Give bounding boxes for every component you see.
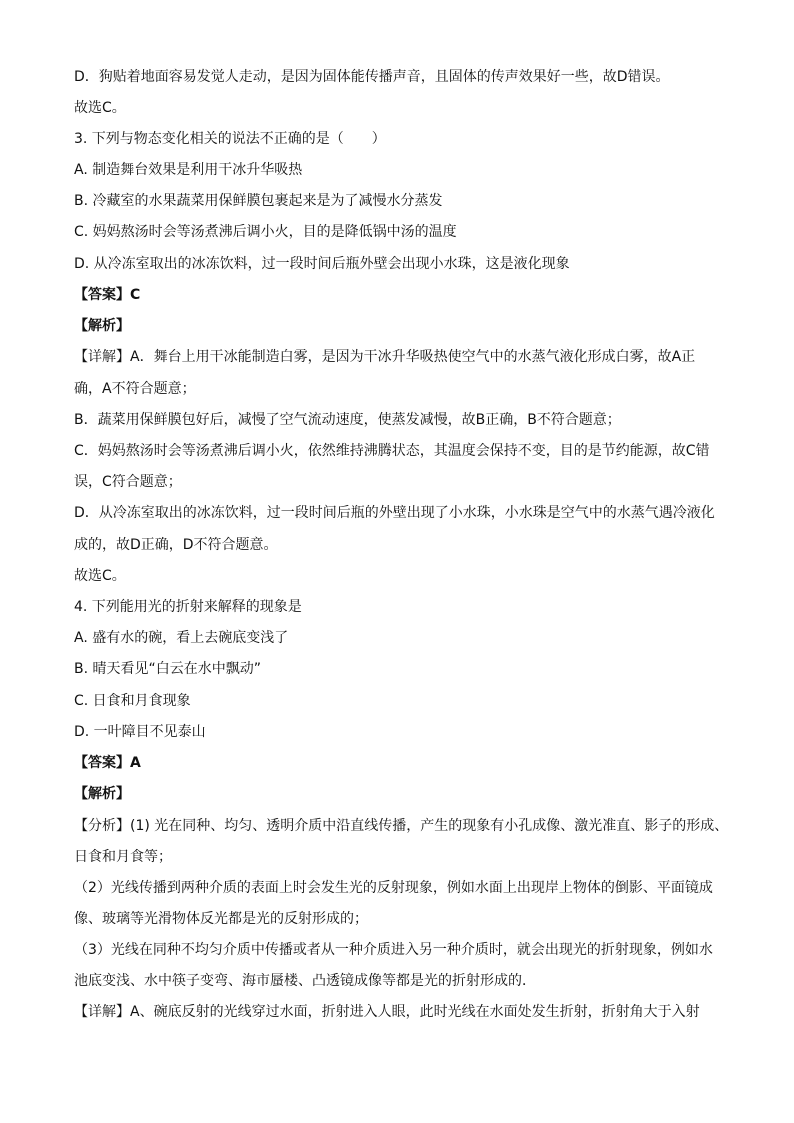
text-line: 池底变浅、水中筷子变弯、海市蜃楼、凸透镜成像等都是光的折射形成的． bbox=[74, 973, 536, 989]
text-line: 故选C。 bbox=[74, 568, 126, 584]
text-line: （3）光线在同种不均匀介质中传播或者从一种介质进入另一种介质时，就会出现光的折射现象，例如水 bbox=[74, 942, 713, 958]
text-line: 日食和月食等； bbox=[74, 849, 172, 865]
answer-label: 【答案】C bbox=[74, 287, 141, 303]
text-line: C．妈妈熬汤时会等汤煮沸后调小火，依然维持沸腾状态，其温度会保持不变，目的是节约能源，故C错 bbox=[74, 443, 710, 459]
question-3-stem: 3. 下列与物态变化相关的说法不正确的是（ ） bbox=[74, 131, 386, 147]
question-3-option-a: A. 制造舞台效果是利用干冰升华吸热 bbox=[74, 162, 303, 178]
analysis-label: 【解析】 bbox=[74, 786, 130, 802]
text-line: 确，A不符合题意； bbox=[74, 381, 196, 397]
question-3-option-c: C. 妈妈熬汤时会等汤煮沸后调小火，目的是降低锅中汤的温度 bbox=[74, 224, 457, 240]
text-line: 像、玻璃等光滑物体反光都是光的反射形成的； bbox=[74, 911, 368, 927]
text-line: D．从冷冻室取出的冰冻饮料，过一段时间后瓶的外壁出现了小水珠，小水珠是空气中的水蒸气遇冷液化 bbox=[74, 505, 715, 521]
question-4-option-d: D. 一叶障目不见泰山 bbox=[74, 724, 206, 740]
text-line: 成的，故D正确，D不符合题意。 bbox=[74, 537, 278, 553]
question-3-option-b: B. 冷藏室的水果蔬菜用保鲜膜包裹起来是为了减慢水分蒸发 bbox=[74, 193, 443, 209]
question-4-stem: 4. 下列能用光的折射来解释的现象是 bbox=[74, 599, 302, 615]
text-line: 【详解】A．舞台上用干冰能制造白雾，是因为干冰升华吸热使空气中的水蒸气液化形成白雾，故A正 bbox=[74, 349, 696, 365]
text-line: （2）光线传播到两种介质的表面上时会发生光的反射现象，例如水面上出现岸上物体的倒影、平面镜成 bbox=[74, 880, 713, 896]
text-line: 【分析】(1) 光在同种、均匀、透明介质中沿直线传播，产生的现象有小孔成像、激光准直、影子的形成、 bbox=[74, 818, 729, 834]
answer-label: 【答案】A bbox=[74, 755, 141, 771]
question-3-option-d: D. 从冷冻室取出的冰冻饮料，过一段时间后瓶外壁会出现小水珠，这是液化现象 bbox=[74, 256, 570, 272]
analysis-label: 【解析】 bbox=[74, 318, 130, 334]
question-4-option-a: A. 盛有水的碗，看上去碗底变浅了 bbox=[74, 630, 289, 646]
text-line: B．蔬菜用保鲜膜包好后，减慢了空气流动速度，使蒸发减慢，故B正确，B不符合题意； bbox=[74, 412, 621, 428]
text-line: 故选C。 bbox=[74, 100, 126, 116]
text-line: D．狗贴着地面容易发觉人走动，是因为固体能传播声音，且固体的传声效果好一些，故D错误。 bbox=[74, 69, 670, 85]
text-line: 【详解】A、碗底反射的光线穿过水面，折射进入人眼，此时光线在水面处发生折射，折射角大于入射 bbox=[74, 1004, 700, 1020]
question-4-option-c: C. 日食和月食现象 bbox=[74, 693, 191, 709]
question-4-option-b: B. 晴天看见“白云在水中飘动” bbox=[74, 661, 262, 677]
text-line: 误，C符合题意； bbox=[74, 474, 182, 490]
